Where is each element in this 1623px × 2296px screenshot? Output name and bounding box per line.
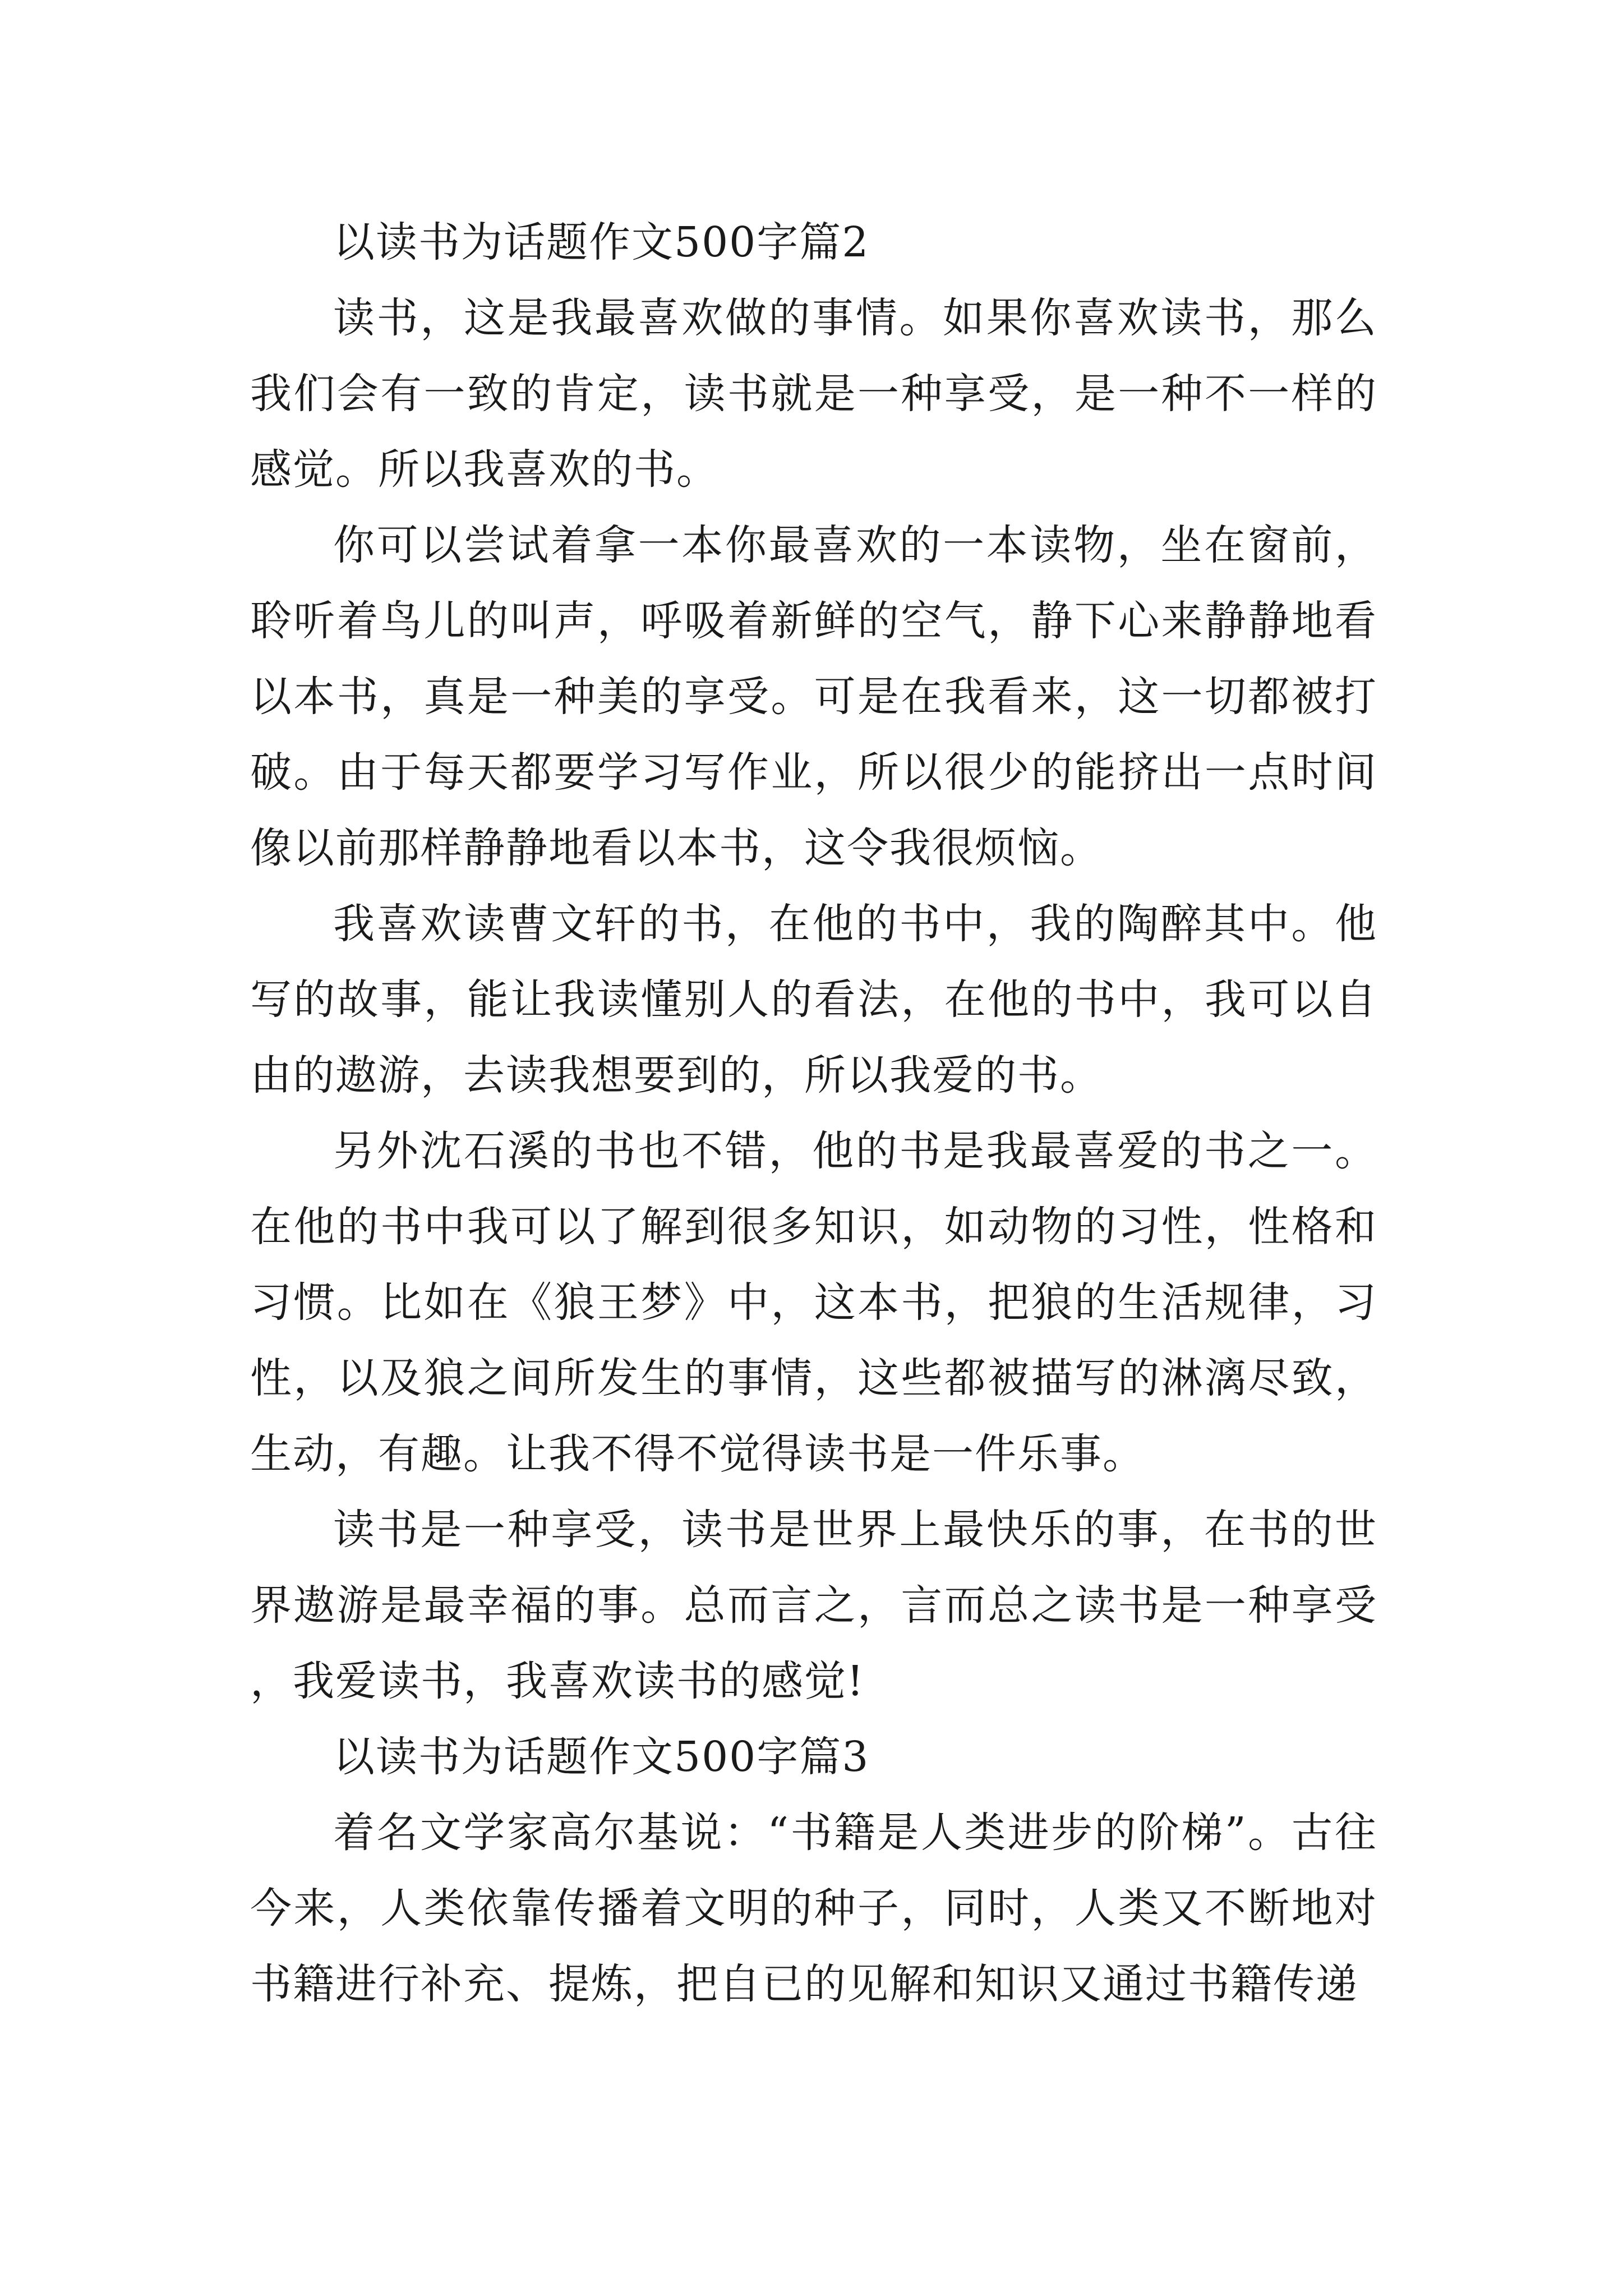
paragraph: 另外沈石溪的书也不错，他的书是我最喜爱的书之一。在他的书中我可以了解到很多知识，如动物的习性，性格和习惯。比如在《狼王梦》中，这本书，把狼的生活规律，习性，以及狼之间所发生的事情，这些都被描写的淋漓尽致，生动，有趣。让我不得不觉得读书是一件乐事。 bbox=[250, 1127, 1377, 1478]
paragraph: 你可以尝试着拿一本你最喜欢的一本读物，坐在窗前，聆听着鸟儿的叫声，呼吸着新鲜的空气，静下心来静静地看以本书，真是一种美的享受。可是在我看来，这一切都被打破。由于每天都要学习写作业，所以很少的能挤出一点时间像以前那样静静地看以本书，这令我很烦恼。 bbox=[250, 521, 1377, 872]
paragraph: 读书，这是我最喜欢做的事情。如果你喜欢读书，那么我们会有一致的肯定，读书就是一种享受，是一种不一样的感觉。所以我喜欢的书。 bbox=[250, 294, 1377, 494]
essay-body bbox=[250, 205, 1377, 2022]
paragraph: 着名文学家高尔基说：“书籍是人类进步的阶梯”。古往今来，人类依靠传播着文明的种子，同时，人类又不断地对书籍进行补充、提炼，把自已的见解和知识又通过书籍传递 bbox=[250, 1809, 1377, 2008]
essay-heading-3: 以读书为话题作文500字篇3 bbox=[333, 1733, 870, 1781]
essay-heading-2: 以读书为话题作文500字篇2 bbox=[333, 218, 870, 266]
paragraph: 读书是一种享受，读书是世界上最快乐的事，在书的世界遨游是最幸福的事。总而言之，言而总之读书是一种享受，我爱读书，我喜欢读书的感觉! bbox=[250, 1506, 1377, 1705]
paragraph: 我喜欢读曹文轩的书，在他的书中，我的陶醉其中。他写的故事，能让我读懂别人的看法，在他的书中，我可以自由的遨游，去读我想要到的，所以我爱的书。 bbox=[250, 900, 1377, 1099]
